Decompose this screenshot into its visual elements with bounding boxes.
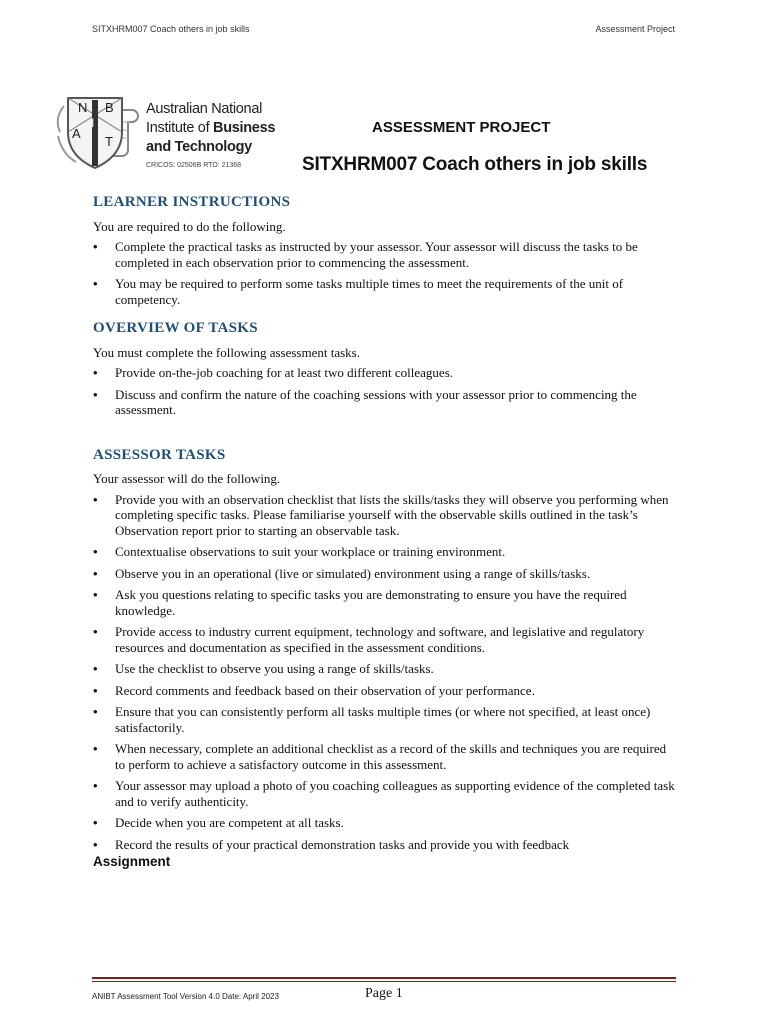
page-number: Page 1 xyxy=(365,986,403,1001)
crest-letter-t: T xyxy=(105,134,113,149)
list-item: • Provide you with an observation checklist that lists the skills/tasks they will observe you performing when completing specific tasks. Please familiarise yourself with the observable skills outlined in the task’s Observation report prior to starting an observable task. xyxy=(93,492,677,539)
document-kicker: ASSESSMENT PROJECT xyxy=(372,119,551,136)
list-item: • Ask you questions relating to specific tasks you are demonstrating to ensure you have the required knowledge. xyxy=(93,587,677,618)
running-header-right: Assessment Project xyxy=(595,24,675,34)
learner-instructions-list xyxy=(93,239,677,307)
footer-rule xyxy=(92,977,676,979)
list-item: • Record comments and feedback based on their observation of your performance. xyxy=(93,683,677,699)
logo-line-2 xyxy=(146,119,275,138)
list-item: • Complete the practical tasks as instructed by your assessor. Your assessor will discuss the tasks to be completed in each observation prior to commencing the assessment. xyxy=(93,239,677,270)
assignment-label: Assignment xyxy=(93,854,171,869)
overview-section xyxy=(93,321,677,418)
assessor-tasks-list xyxy=(93,492,677,853)
logo-registration: CRICOS: 02506B RTO: 21368 xyxy=(146,162,242,169)
logo-wordmark xyxy=(146,100,275,157)
list-item: • Observe you in an operational (live or simulated) environment using a range of skills/tasks. xyxy=(93,566,677,582)
list-item: • Use the checklist to observe you using a range of skills/tasks. xyxy=(93,661,677,677)
institute-logo xyxy=(50,86,276,178)
crest-icon xyxy=(50,92,142,172)
running-header-left: SITXHRM007 Coach others in job skills xyxy=(92,24,250,34)
logo-line-3-bold: and Technology xyxy=(146,139,252,155)
logo-line-3 xyxy=(146,138,275,157)
document-body xyxy=(93,195,677,870)
list-item: • Decide when you are competent at all tasks. xyxy=(93,815,677,831)
list-item: • Contextualise observations to suit your workplace or training environment. xyxy=(93,544,677,560)
list-item: • Ensure that you can consistently perform all tasks multiple times (or where not specified, at least once) satisfactorily. xyxy=(93,704,677,735)
learner-instructions-intro: You are required to do the following. xyxy=(93,218,286,234)
list-item: • Provide access to industry current equipment, technology and software, and legislative and regulatory resources and documentation as specified in the assessment conditions. xyxy=(93,624,677,655)
crest-letter-n: N xyxy=(78,100,88,115)
list-item: • You may be required to perform some tasks multiple times to meet the requirements of the unit of competency. xyxy=(93,276,677,307)
assessor-tasks-section xyxy=(93,448,677,853)
learner-instructions-heading: LEARNER INSTRUCTIONS xyxy=(93,194,291,210)
overview-list xyxy=(93,365,677,418)
overview-heading: OVERVIEW OF TASKS xyxy=(93,320,258,336)
learner-instructions-section xyxy=(93,195,677,307)
list-item: • Record the results of your practical demonstration tasks and provide you with feedback xyxy=(93,837,677,853)
footer-version: ANIBT Assessment Tool Version 4.0 Date: April 2023 xyxy=(92,992,279,1001)
logo-line-2-bold: Business xyxy=(213,120,276,136)
list-item: • Provide on-the-job coaching for at least two different colleagues. xyxy=(93,365,677,381)
document-title: SITXHRM007 Coach others in job skills xyxy=(302,154,648,175)
list-item: • Discuss and confirm the nature of the coaching sessions with your assessor prior to commencing the assessment. xyxy=(93,387,677,418)
footer-rule-thin xyxy=(92,981,676,982)
assessor-tasks-heading: ASSESSOR TASKS xyxy=(93,446,226,463)
logo-line-2-prefix: Institute of xyxy=(146,120,214,136)
list-item: • Your assessor may upload a photo of you coaching colleagues as supporting evidence of the completed task and to verify authenticity. xyxy=(93,778,677,809)
crest-letter-a: A xyxy=(72,126,81,141)
assessor-tasks-intro: Your assessor will do the following. xyxy=(93,471,281,486)
crest-letter-b: B xyxy=(105,100,114,115)
crest-letter-i: I xyxy=(91,116,95,130)
logo-line-1: Australian National xyxy=(146,101,263,117)
list-item: • When necessary, complete an additional checklist as a record of the skills and techniques you are required to perform to achieve a satisfactory outcome in this assessment. xyxy=(93,741,677,772)
overview-intro: You must complete the following assessment tasks. xyxy=(93,344,360,360)
